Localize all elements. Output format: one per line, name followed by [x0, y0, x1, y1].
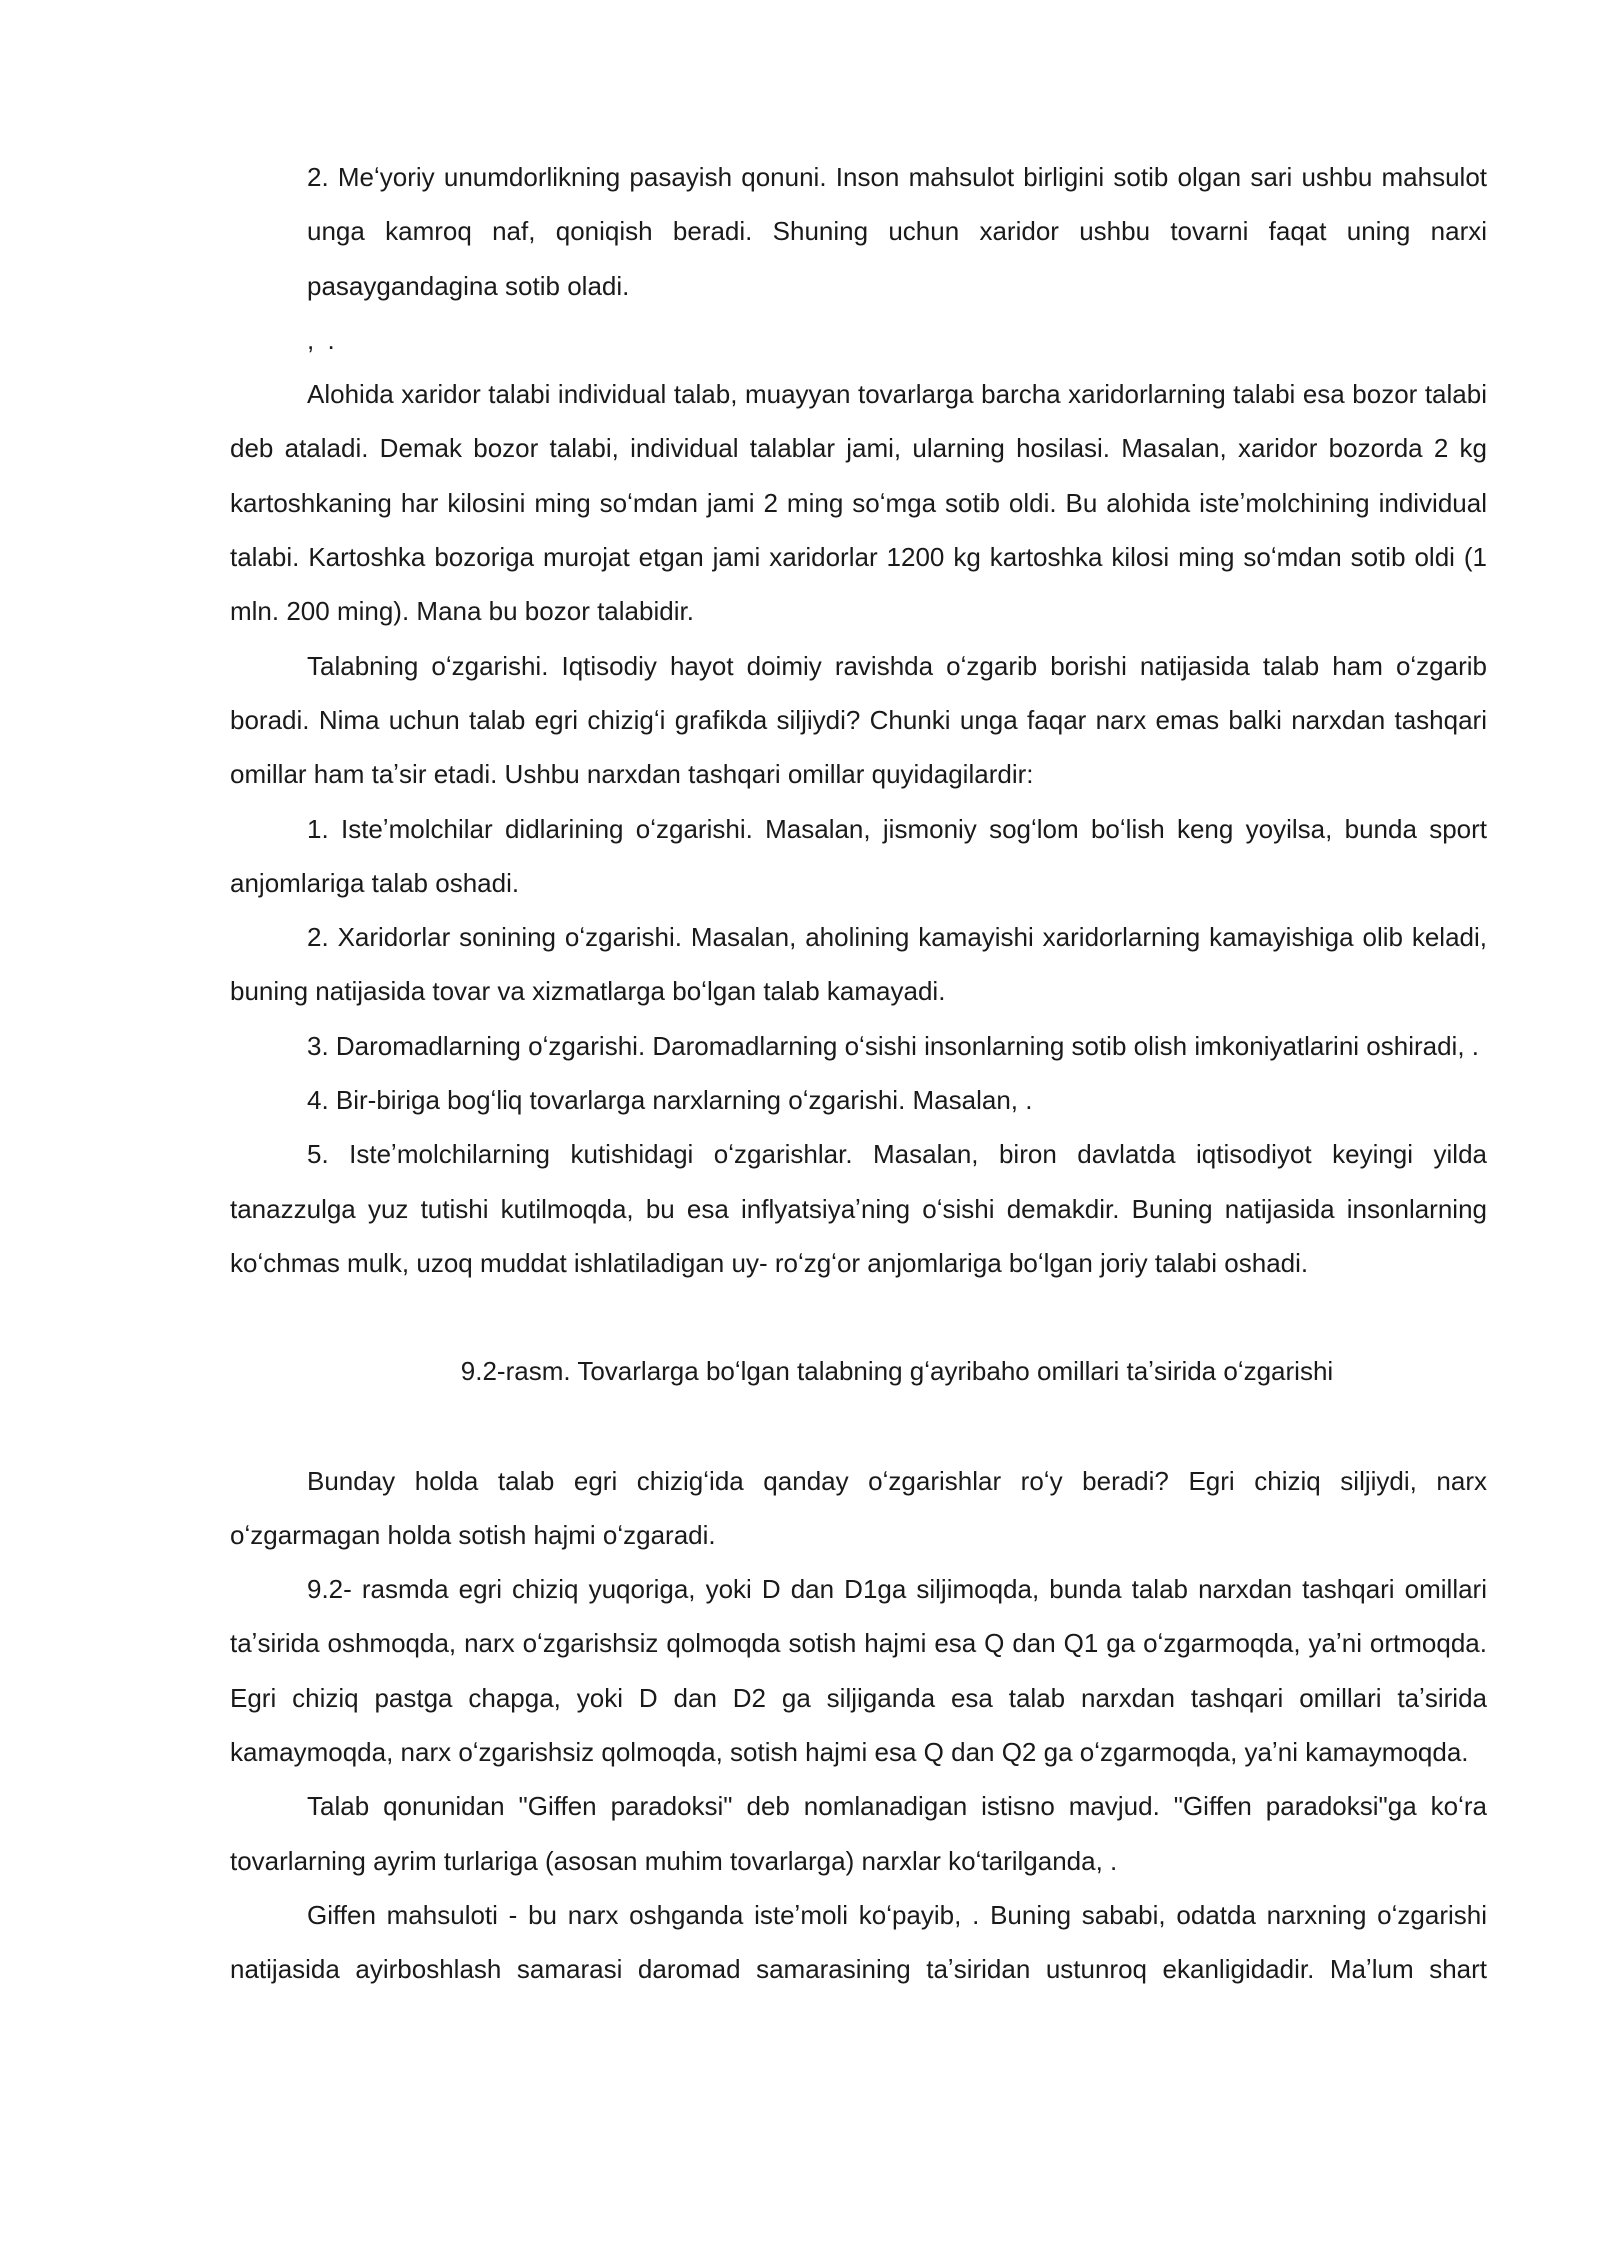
factor-5-paragraph: 5. Isteʼmolchilarning kutishidagi oʻzgarishlar. Masalan, biron davlatda iqtisodiyot keyingi yilda tanazzulga yuz tutishi kutilmoqda, bu esa inflyatsiyaʼning oʻsishi demakdir. Buning natijasida insonlarning koʻchmas mulk, uzoq muddat ishlatiladigan uy- roʻzgʻor anjomlariga boʻlgan joriy talabi oshadi.: [230, 1139, 1487, 1278]
factor-4-paragraph: 4. Bir-biriga bogʻliq tovarlarga narxlarning oʻzgarishi. Masalan, .: [307, 1085, 1033, 1116]
curve-question-paragraph: Bunday holda talab egri chizigʻida qanday oʻzgarishlar roʻy beradi? Egri chiziq siljiydi, narx oʻzgarmagan holda sotish hajmi oʻzgaradi.: [230, 1465, 1487, 1550]
figure-caption: 9.2-rasm. Tovarlarga boʻlgan talabning gʻayribaho omillari taʼsirida oʻzgarishi: [460, 1356, 1334, 1387]
giffen-intro-paragraph: Talab qonunidan "Giffen paradoksi" deb nomlanadigan istisno mavjud. "Giffen paradoksi"ga koʻra tovarlarning ayrim turlariga (asosan muhim tovarlarga) narxlar koʻtarilganda, .: [230, 1791, 1487, 1876]
factor-3-paragraph: 3. Daromadlarning oʻzgarishi. Daromadlarning oʻsishi insonlarning sotib olish imkoniyatlarini oshiradi, .: [307, 1030, 1480, 1061]
demand-change-paragraph: Talabning oʻzgarishi. Iqtisodiy hayot doimiy ravishda oʻzgarib borishi natijasida talab ham oʻzgarib boradi. Nima uchun talab egri chizigʻi grafikda siljiydi? Chunki unga faqar narx emas balki narxdan tashqari omillar ham taʼsir etadi. Ushbu narxdan tashqari omillar quyidagilardir:: [230, 650, 1487, 790]
factor-1-paragraph: 1. Isteʼmolchilar didlarining oʻzgarishi. Masalan, jismoniy sogʻlom boʻlish keng yoyilsa, bunda sport anjomlariga talab oshadi.: [230, 813, 1487, 898]
factor-2-paragraph: 2. Xaridorlar sonining oʻzgarishi. Masalan, aholining kamayishi xaridorlarning kamayishiga olib keladi, buning natijasida tovar va xizmatlarga boʻlgan talab kamayadi.: [230, 922, 1487, 1007]
stray-punctuation: , .: [307, 324, 338, 355]
individual-demand-paragraph: Alohida xaridor talabi individual talab, muayyan tovarlarga barcha xaridorlarning talabi esa bozor talabi deb ataladi. Demak bozor talabi, individual talablar jami, ularning hosilasi. Masalan, xaridor bozorda 2 kg kartoshkaning har kilosini ming soʻmdan jami 2 ming soʻmga sotib oldi. Bu alohida isteʼmolchining individual talabi. Kartoshka bozoriga murojat etgan jami xaridorlar 1200 kg kartoshka kilosi ming soʻmdan sotib oldi (1 mln. 200 ming). Mana bu bozor talabidir.: [230, 379, 1487, 627]
figure-explanation-paragraph: 9.2- rasmda egri chiziq yuqoriga, yoki D dan D1ga siljimoqda, bunda talab narxdan tashqari omillari taʼsirida oshmoqda, narx oʻzgarishsiz qolmoqda sotish hajmi esa Q dan Q1 ga oʻzgarmoqda, yaʼni ortmoqda. Egri chiziq pastga chapga, yoki D dan D2 ga siljiganda esa talab narxdan tashqari omillari taʼsirida kamaymoqda, narx oʻzgarishsiz qolmoqda, sotish hajmi esa Q dan Q2 ga oʻzgarmoqda, yaʼni kamaymoqda.: [230, 1574, 1487, 1768]
spacer: [230, 1290, 1487, 1344]
document-body: [230, 150, 1487, 1997]
giffen-product-paragraph: Giffen mahsuloti - bu narx oshganda isteʼmoli koʻpayib, . Buning sababi, odatda narxning oʻzgarishi natijasida ayirboshlash samarasi daromad samarasining taʼsiridan ustunroq ekanligidadir. Maʼlum shart: [230, 1899, 1487, 1985]
spacer: [230, 1399, 1487, 1454]
law-item-2-paragraph: 2. Meʻyoriy unumdorlikning pasayish qonuni. Inson mahsulot birligini sotib olgan sari ushbu mahsulot unga kamroq naf, qoniqish beradi. Shuning uchun xaridor ushbu tovarni faqat uning narxi pasaygandagina sotib oladi.: [307, 162, 1487, 301]
